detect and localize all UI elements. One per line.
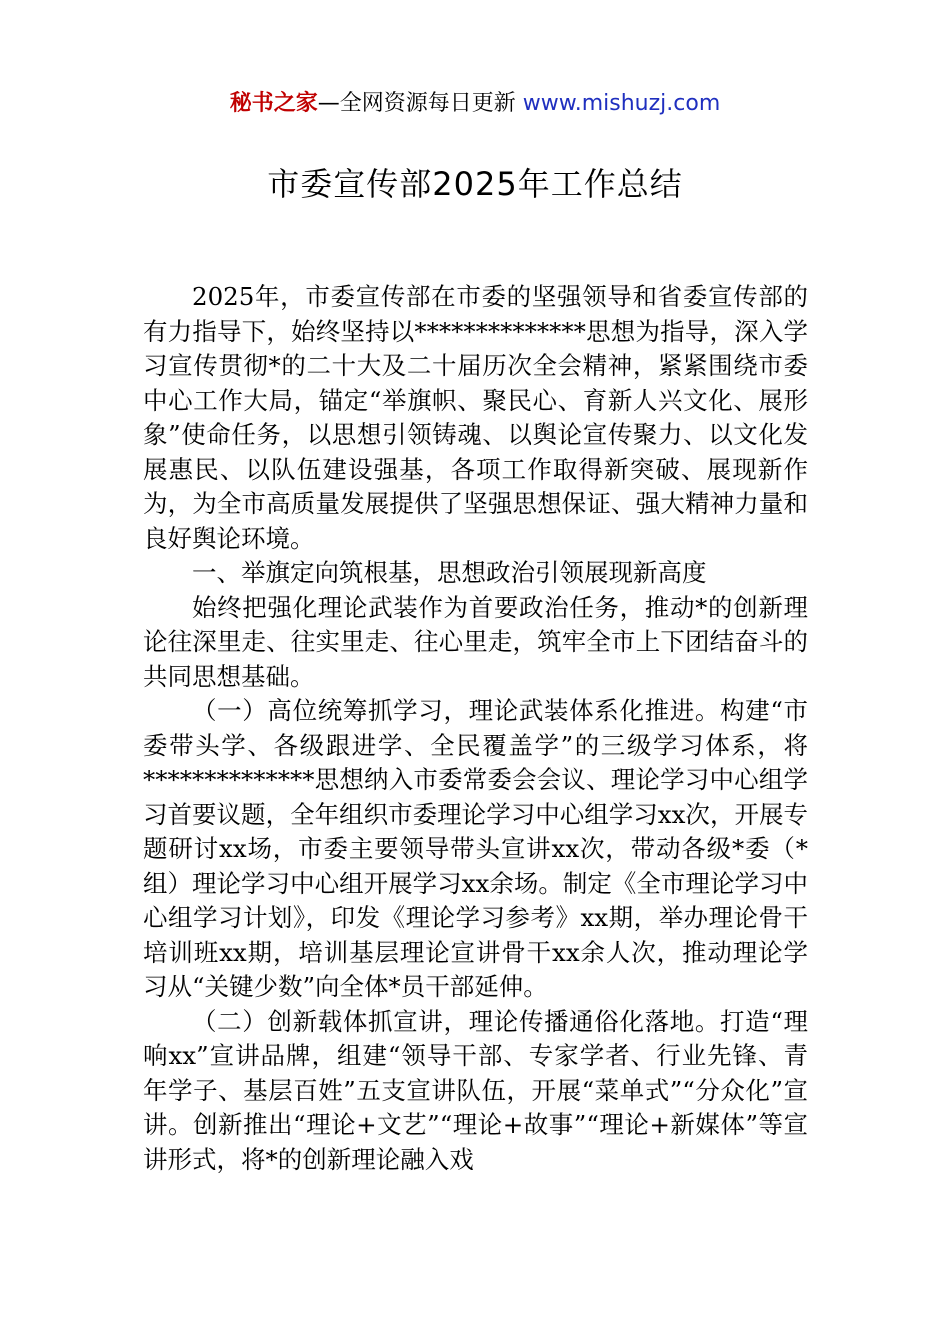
site-url-link[interactable]: www.mishuzj.com: [522, 91, 721, 116]
section-heading: 一、举旗定向筑根基，思想政治引领展现新高度: [192, 558, 707, 587]
document-body: [143, 280, 808, 1177]
document-title: 市委宣传部2025年工作总结: [267, 165, 683, 203]
intro-paragraph: 2025年，市委宣传部在市委的坚强领导和省委宣传部的有力指导下，始终坚持以**************思想为指导，深入学习宣传贯彻*的二十大及二十届历次全会精神，紧紧围绕市委中心工作大局，锚定“举旗帜、聚民心、育新人兴文化、展形象”使命任务，以思想引领铸魂、以舆论宣传聚力、以文化发展惠民、以队伍建设强基，各项工作取得新突破、展现新作为，为全市高质量发展提供了坚强思想保证、强大精神力量和良好舆论环境。: [143, 282, 808, 553]
site-tagline: —全网资源每日更新: [317, 91, 523, 116]
site-header: [0, 86, 950, 122]
site-brand: 秘书之家: [229, 91, 318, 116]
body-paragraph: （二）创新载体抓宣讲，理论传播通俗化落地。打造“理响xx”宣讲品牌，组建“领导干部、专家学者、行业先锋、青年学子、基层百姓”五支宣讲队伍，开展“菜单式”“分众化”宣讲。创新推出“理论+文艺”“理论+故事”“理论+新媒体”等宣讲形式，将*的创新理论融入戏: [143, 1006, 808, 1174]
body-paragraph: 始终把强化理论武装作为首要政治任务，推动*的创新理论往深里走、往实里走、往心里走，筑牢全市上下团结奋斗的共同思想基础。: [143, 592, 808, 691]
body-paragraph: （一）高位统筹抓学习，理论武装体系化推进。构建“市委带头学、各级跟进学、全民覆盖学”的三级学习体系，将**************思想纳入市委常委会会议、理论学习中心组学习首要议题，全年组织市委理论学习中心组学习xx次，开展专题研讨xx场，市委主要领导带头宣讲xx次，带动各级*委（*组）理论学习中心组开展学习xx余场。制定《全市理论学习中心组学习计划》，印发《理论学习参考》xx期，举办理论骨干培训班xx期，培训基层理论宣讲骨干xx余人次，推动理论学习从“关键少数”向全体*员干部延伸。: [143, 696, 808, 1001]
